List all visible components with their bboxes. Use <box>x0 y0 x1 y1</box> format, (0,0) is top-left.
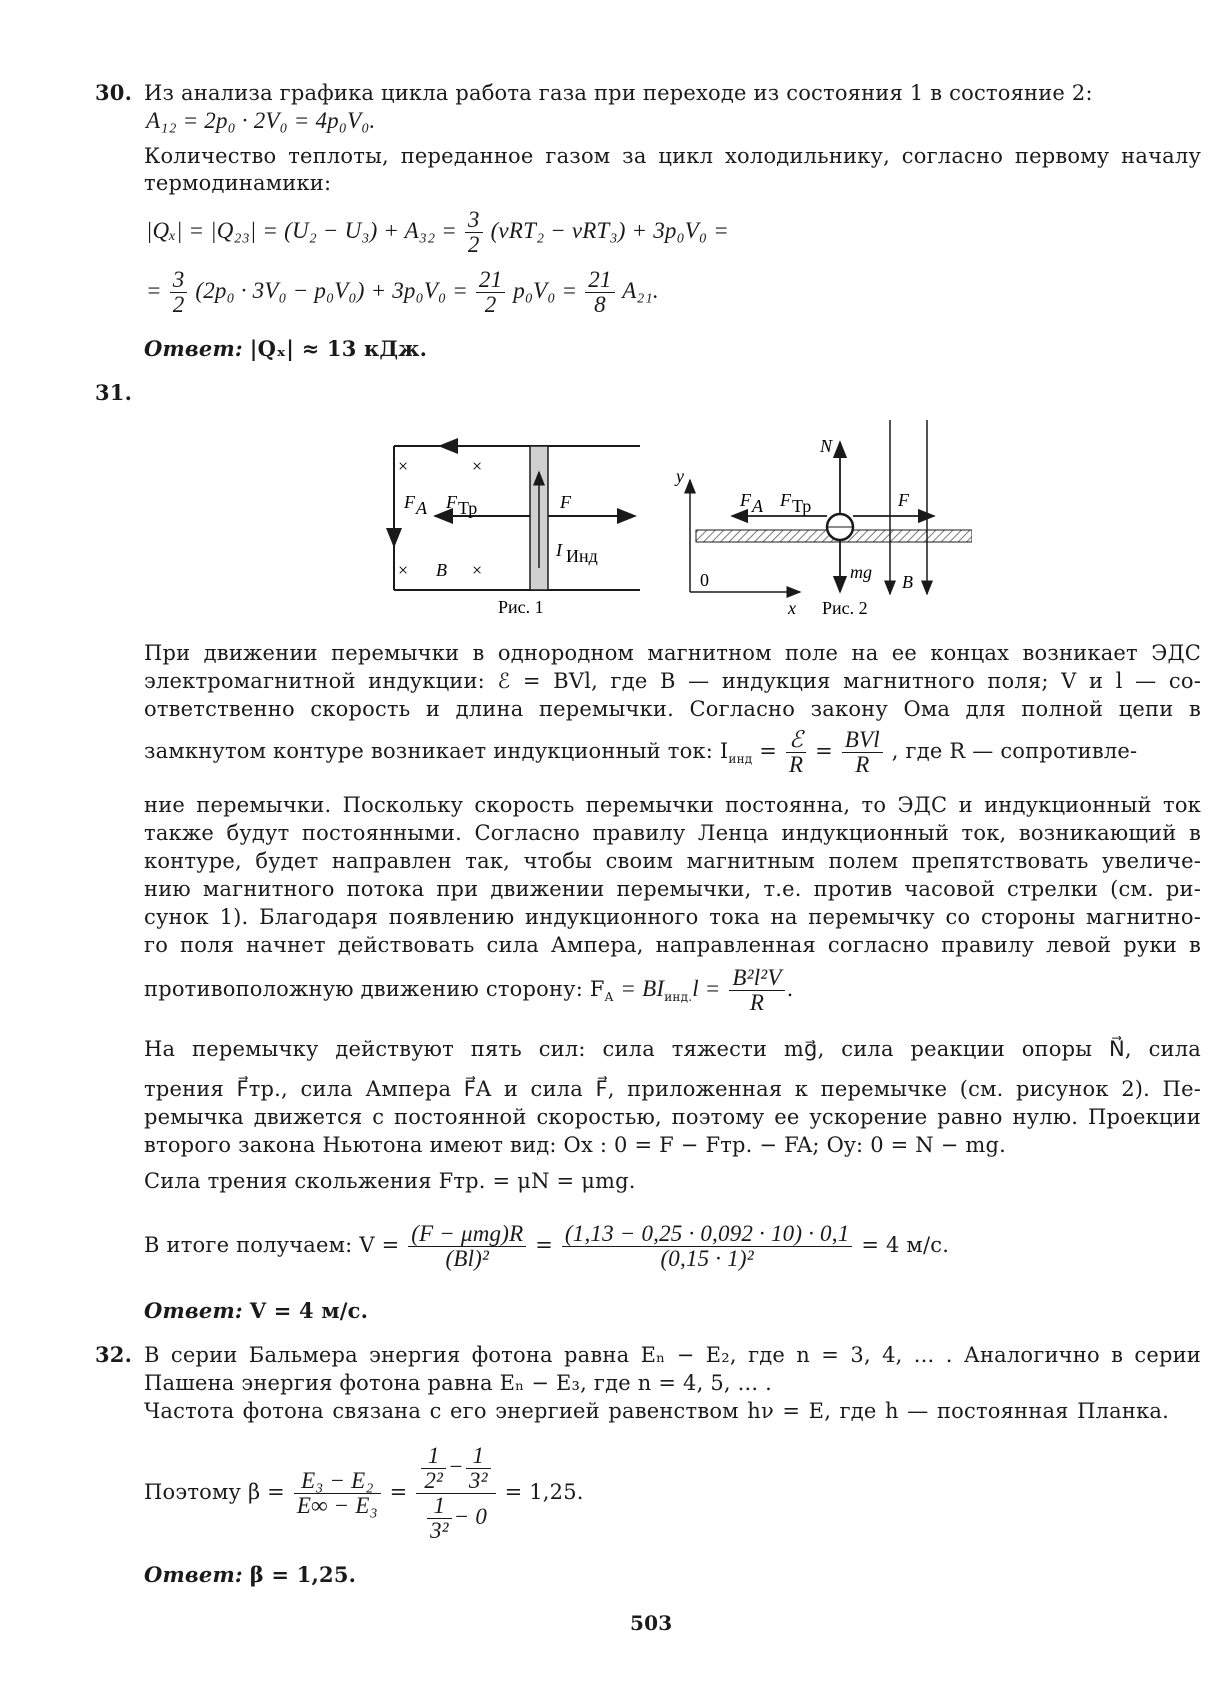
problem-32-number: 32. <box>95 1342 133 1367</box>
fraction-numerator: (F − μmg)R <box>408 1222 526 1247</box>
line4-equals-2: = <box>815 739 833 763</box>
p31-par2-line2: трения F⃗тр., сила Ампера F⃗A и сила F⃗, приложенная к перемычке (см. рисунок 2). Пе- <box>144 1077 1201 1101</box>
line11-l: l = <box>692 976 721 1001</box>
eq1-left: |Qₓ| = |Q₂₃| = (U₂ − U₃) + A₃₂ = <box>146 217 457 243</box>
label-mg: mg <box>850 562 872 582</box>
p30-work-equation: A₁₂ = 2p₀ · 2V₀ = 4p₀V₀. <box>146 108 376 133</box>
label-Ftr-sub: Тр <box>792 496 812 516</box>
eq1-right: (νRT₂ − νRT₃) + 3p₀V₀ = <box>490 217 729 243</box>
fraction <box>476 268 505 317</box>
answer-label: Ответ: <box>144 1562 243 1587</box>
fraction <box>170 268 188 317</box>
fraction-denominator: (0,15 · 1)² <box>660 1246 754 1271</box>
p31-par3: Сила трения скольжения Fтр. = μN = μmg. <box>144 1169 636 1193</box>
line4-equals: = <box>759 739 778 763</box>
minus-sign: − <box>448 1453 464 1479</box>
fraction-numerator: 1 <box>466 1444 491 1469</box>
p31-par1-line10: го поля начнет действовать сила Ампера, направленная согласно правилу левой руки в <box>144 933 1201 957</box>
line11-sub2: инд. <box>664 990 693 1005</box>
p31-answer <box>144 1298 368 1324</box>
line11-sub: A <box>604 990 614 1005</box>
p31-result <box>144 1222 949 1271</box>
fraction-numerator: 21 <box>585 268 614 293</box>
fraction-denominator: (Bl)² <box>445 1246 490 1271</box>
fraction <box>427 1494 452 1543</box>
p31-par1-line9: сунок 1). Благодаря появлению индукционного тока на перемычку со стороны магнитно- <box>144 905 1201 929</box>
fraction-denominator: E∞ − E₃ <box>296 1493 378 1518</box>
fraction-numerator: 21 <box>476 268 505 293</box>
p32-beta <box>144 1444 584 1554</box>
page-number: 503 <box>630 1611 673 1635</box>
eq2-end: A₂₁. <box>622 277 659 303</box>
figure-1-caption: Рис. 1 <box>498 597 544 617</box>
p31-par1-line2: электромагнитной индукции: ℰ = BVl, где B — индукция магнитного поля; V и l — со- <box>144 669 1201 693</box>
fraction-numerator: BVl <box>842 728 883 753</box>
figure-1 <box>380 428 650 618</box>
p32-line1: В серии Бальмера энергия фотона равна Eₙ − E₂, где n = 3, 4, ... . Аналогично в серии <box>144 1343 1201 1367</box>
fraction-denominator: R <box>855 752 870 777</box>
fraction-denominator: 3² <box>429 1518 449 1543</box>
compound-fraction <box>416 1444 495 1543</box>
field-cross: × <box>398 456 409 476</box>
label-x: x <box>788 598 796 618</box>
fraction <box>421 1444 446 1493</box>
label-F: F <box>560 492 571 512</box>
fraction-numerator: 3 <box>170 268 188 293</box>
problem-30-number: 30. <box>95 80 133 105</box>
p32-answer <box>144 1562 356 1588</box>
line11-eq: = BI <box>620 976 665 1001</box>
label-I: I <box>556 540 562 560</box>
line11-end: . <box>786 977 794 1001</box>
p32-line3: Частота фотона связана с его энергией равенством hν = E, где h — постоянная Планка. <box>144 1399 1169 1423</box>
answer-value: V = 4 м/с. <box>249 1298 369 1323</box>
p31-par2-line1: На перемычку действуют пять сил: сила тяжести mg⃗, сила реакции опоры N⃗, сила <box>144 1037 1201 1061</box>
p31-par1-line3: ответственно скорость и длина перемычки. Согласно закону Ома для полной цепи в <box>144 697 1201 721</box>
label-FA-sub: A <box>752 496 763 516</box>
label-N: N <box>820 436 833 456</box>
p31-par1-line5: ние перемычки. Поскольку скорость перемычки постоянна, то ЭДС и индукционный ток <box>144 793 1201 817</box>
p30-line1: Из анализа графика цикла работа газа при переходе из состояния 1 в состояние 2: <box>144 81 1093 105</box>
circuit-rails <box>394 446 640 590</box>
p31-par2-line4: второго закона Ньютона имеют вид: Ox : 0 = F − Fтр. − FA; Oy: 0 = N − mg. <box>144 1133 1007 1157</box>
label-origin: 0 <box>700 570 709 590</box>
problem-31-number: 31. <box>95 380 133 405</box>
fraction-numerator: E₃ − E₂ <box>294 1469 381 1494</box>
label-B: B <box>902 572 913 592</box>
fraction-denominator: 8 <box>594 292 606 317</box>
fraction <box>408 1222 526 1271</box>
p30-equation-2 <box>146 268 659 317</box>
fraction-numerator: 1 <box>427 1494 452 1519</box>
label-F: F <box>898 490 909 510</box>
fraction <box>585 268 614 317</box>
p31-par1-line11 <box>144 966 794 1015</box>
p32-line2: Пашена энергия фотона равна Eₙ − E₃, где n = 4, 5, ... . <box>144 1371 773 1395</box>
line4-text-b: , где R — сопротивле- <box>891 739 1138 763</box>
fraction <box>466 1444 491 1493</box>
fraction-denominator: 3² <box>468 1468 488 1493</box>
p30-answer <box>144 336 427 362</box>
p30-line3: термодинамики: <box>144 171 332 195</box>
compound-numerator <box>416 1444 495 1494</box>
fraction <box>729 966 784 1015</box>
label-I-sub: Инд <box>566 546 598 566</box>
beta-end: = 1,25. <box>504 1480 584 1504</box>
fraction <box>842 728 883 777</box>
figure-2 <box>672 420 972 620</box>
field-cross: × <box>472 560 483 580</box>
p31-par2-line3: ремычка движется с постоянной скоростью, поэтому ее ускорение равно нулю. Проекции <box>144 1105 1201 1129</box>
p31-par1-line8: нию магнитного потока при движении перемычки, т.е. против часовой стрелки (см. ри- <box>144 877 1201 901</box>
p30-line2: Количество теплоты, переданное газом за цикл холодильнику, согласно первому началу <box>144 144 1201 168</box>
label-FA: F <box>404 492 415 512</box>
label-Ftr: F <box>446 492 457 512</box>
result-end: = 4 м/с. <box>861 1233 950 1257</box>
answer-label: Ответ: <box>144 336 243 361</box>
fraction-denominator: 2 <box>467 232 480 257</box>
label-Ftr: F <box>780 490 791 510</box>
p31-par1-line1: При движении перемычки в однородном магнитном поле на ее концах возникает ЭДС <box>144 641 1201 665</box>
answer-value: |Qₓ| ≈ 13 кДж. <box>249 336 428 361</box>
answer-label: Ответ: <box>144 1298 243 1323</box>
figure-2-caption: Рис. 2 <box>822 598 868 618</box>
fraction-denominator: R <box>788 752 804 777</box>
beta-label: Поэтому β = <box>144 1480 285 1504</box>
answer-value: β = 1,25. <box>249 1562 357 1587</box>
fraction-numerator: 1 <box>421 1444 446 1469</box>
fraction-denominator: 2 <box>484 292 497 317</box>
p31-par1-line4 <box>144 728 1201 777</box>
line4-sub: инд <box>728 752 753 767</box>
fraction-numerator: (1,13 − 0,25 · 0,092 · 10) · 0,1 <box>562 1222 853 1247</box>
fraction-denominator: 2² <box>424 1468 444 1493</box>
fraction <box>562 1222 853 1271</box>
label-B: B <box>436 560 447 580</box>
p31-par1-line6: также будут постоянными. Согласно правилу Ленца индукционный ток, возникающий в <box>144 821 1201 845</box>
line11-text: противоположную движению сторону: F <box>144 977 605 1001</box>
p30-equation-1 <box>146 208 729 257</box>
fraction-numerator: ℰ <box>786 728 806 753</box>
fraction <box>294 1469 381 1518</box>
fraction <box>786 728 806 777</box>
eq2-middle: (2p₀ · 3V₀ − p₀V₀) + 3p₀V₀ = <box>195 277 468 303</box>
label-Ftr-sub: Тр <box>458 498 478 518</box>
fraction-numerator: 3 <box>465 208 483 233</box>
fraction-denominator: 2 <box>172 292 185 317</box>
label-FA-sub: A <box>416 498 427 518</box>
fraction-numerator: B²l²V <box>729 966 784 991</box>
field-cross: × <box>472 456 483 476</box>
compound-denominator <box>416 1494 495 1543</box>
fraction <box>465 208 483 257</box>
label-y: y <box>676 466 684 486</box>
eq2-equals: = <box>146 277 162 303</box>
beta-equals: = <box>389 1480 408 1504</box>
result-label: В итоге получаем: V = <box>144 1233 400 1257</box>
eq2-middle-2: p₀V₀ = <box>513 277 578 303</box>
minus-zero: − 0 <box>453 1503 488 1529</box>
p31-par1-line7: контуре, будет направлен так, чтобы своим магнитным полем препятствовать увеличе- <box>144 849 1201 873</box>
label-FA: F <box>740 490 751 510</box>
line4-text-a: замкнутом контуре возникает индукционный ток: I <box>144 739 729 763</box>
result-equals: = <box>535 1233 554 1257</box>
field-cross: × <box>398 560 409 580</box>
fraction-denominator: R <box>749 990 765 1015</box>
